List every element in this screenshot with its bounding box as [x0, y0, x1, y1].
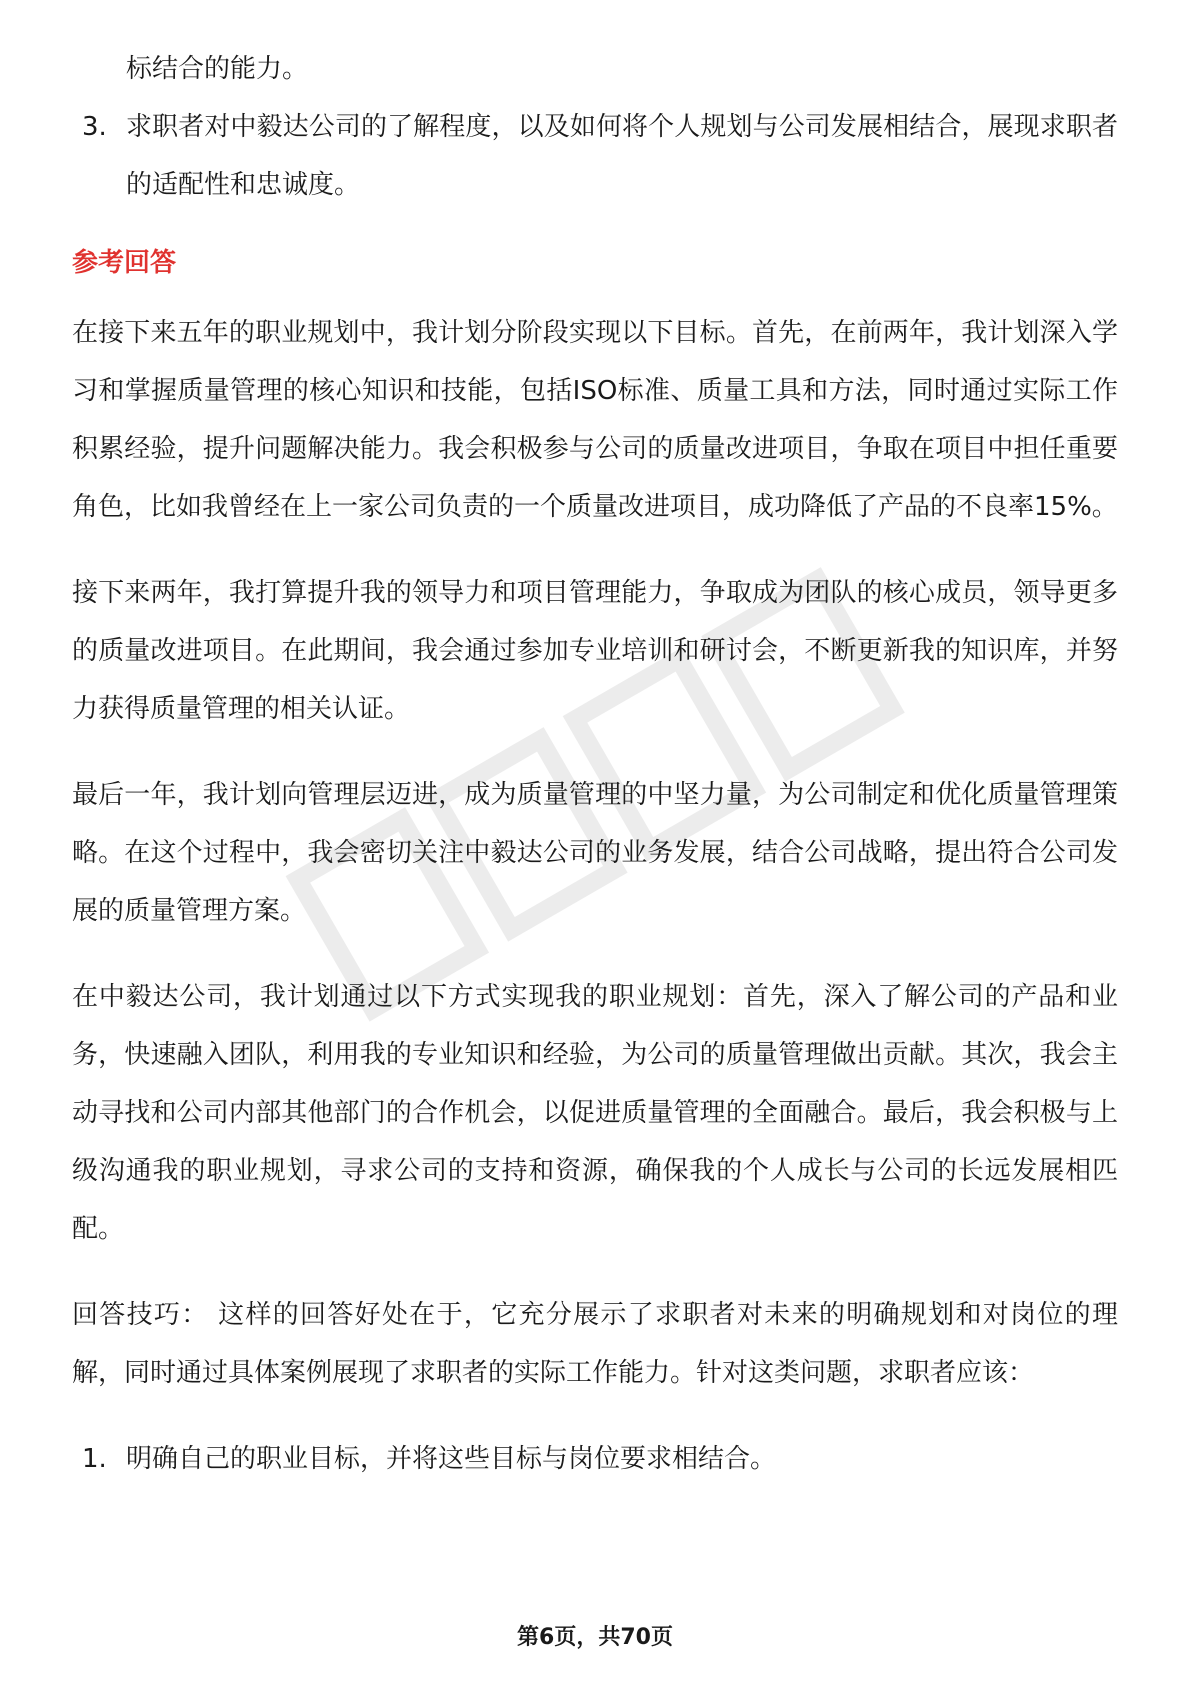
page-number-footer: 第6页，共70页	[517, 1625, 673, 1650]
document-page	[72, 40, 1118, 1488]
intro-tail-text: 标结合的能力。	[126, 54, 309, 84]
list-item-text: 求职者对中毅达公司的了解程度，以及如何将个人规划与公司发展相结合，展现求职者的适配性和忠诚度。	[126, 112, 1118, 200]
list-item-number: 1.	[82, 1444, 107, 1474]
answer-tips-paragraph: 回答技巧： 这样的回答好处在于，它充分展示了求职者对未来的明确规划和对岗位的理解，同时通过具体案例展现了求职者的实际工作能力。针对这类问题，求职者应该：	[72, 1300, 1118, 1388]
list-item	[72, 1430, 1118, 1488]
answer-paragraph-1: 在接下来五年的职业规划中，我计划分阶段实现以下目标。首先，在前两年，我计划深入学习和掌握质量管理的核心知识和技能，包括ISO标准、质量工具和方法，同时通过实际工作积累经验，提升问题解决能力。我会积极参与公司的质量改进项目，争取在项目中担任重要角色，比如我曾经在上一家公司负责的一个质量改进项目，成功降低了产品的不良率15%。	[72, 318, 1118, 522]
answer-paragraph-4: 在中毅达公司，我计划通过以下方式实现我的职业规划：首先，深入了解公司的产品和业务，快速融入团队，利用我的专业知识和经验，为公司的质量管理做出贡献。其次，我会主动寻找和公司内部其他部门的合作机会，以促进质量管理的全面融合。最后，我会积极与上级沟通我的职业规划，寻求公司的支持和资源，确保我的个人成长与公司的长远发展相匹配。	[72, 982, 1118, 1244]
answer-paragraph-3: 最后一年，我计划向管理层迈进，成为质量管理的中坚力量，为公司制定和优化质量管理策略。在这个过程中，我会密切关注中毅达公司的业务发展，结合公司战略，提出符合公司发展的质量管理方案。	[72, 780, 1118, 926]
question-points-list	[72, 98, 1118, 214]
list-item-number: 3.	[82, 112, 107, 142]
tips-list	[72, 1430, 1118, 1488]
answer-paragraph-2: 接下来两年，我打算提升我的领导力和项目管理能力，争取成为团队的核心成员，领导更多的质量改进项目。在此期间，我会通过参加专业培训和研讨会，不断更新我的知识库，并努力获得质量管理的相关认证。	[72, 578, 1118, 724]
list-item	[72, 98, 1118, 214]
answer-heading: 参考回答	[72, 248, 177, 278]
list-item-text: 明确自己的职业目标，并将这些目标与岗位要求相结合。	[126, 1444, 777, 1474]
